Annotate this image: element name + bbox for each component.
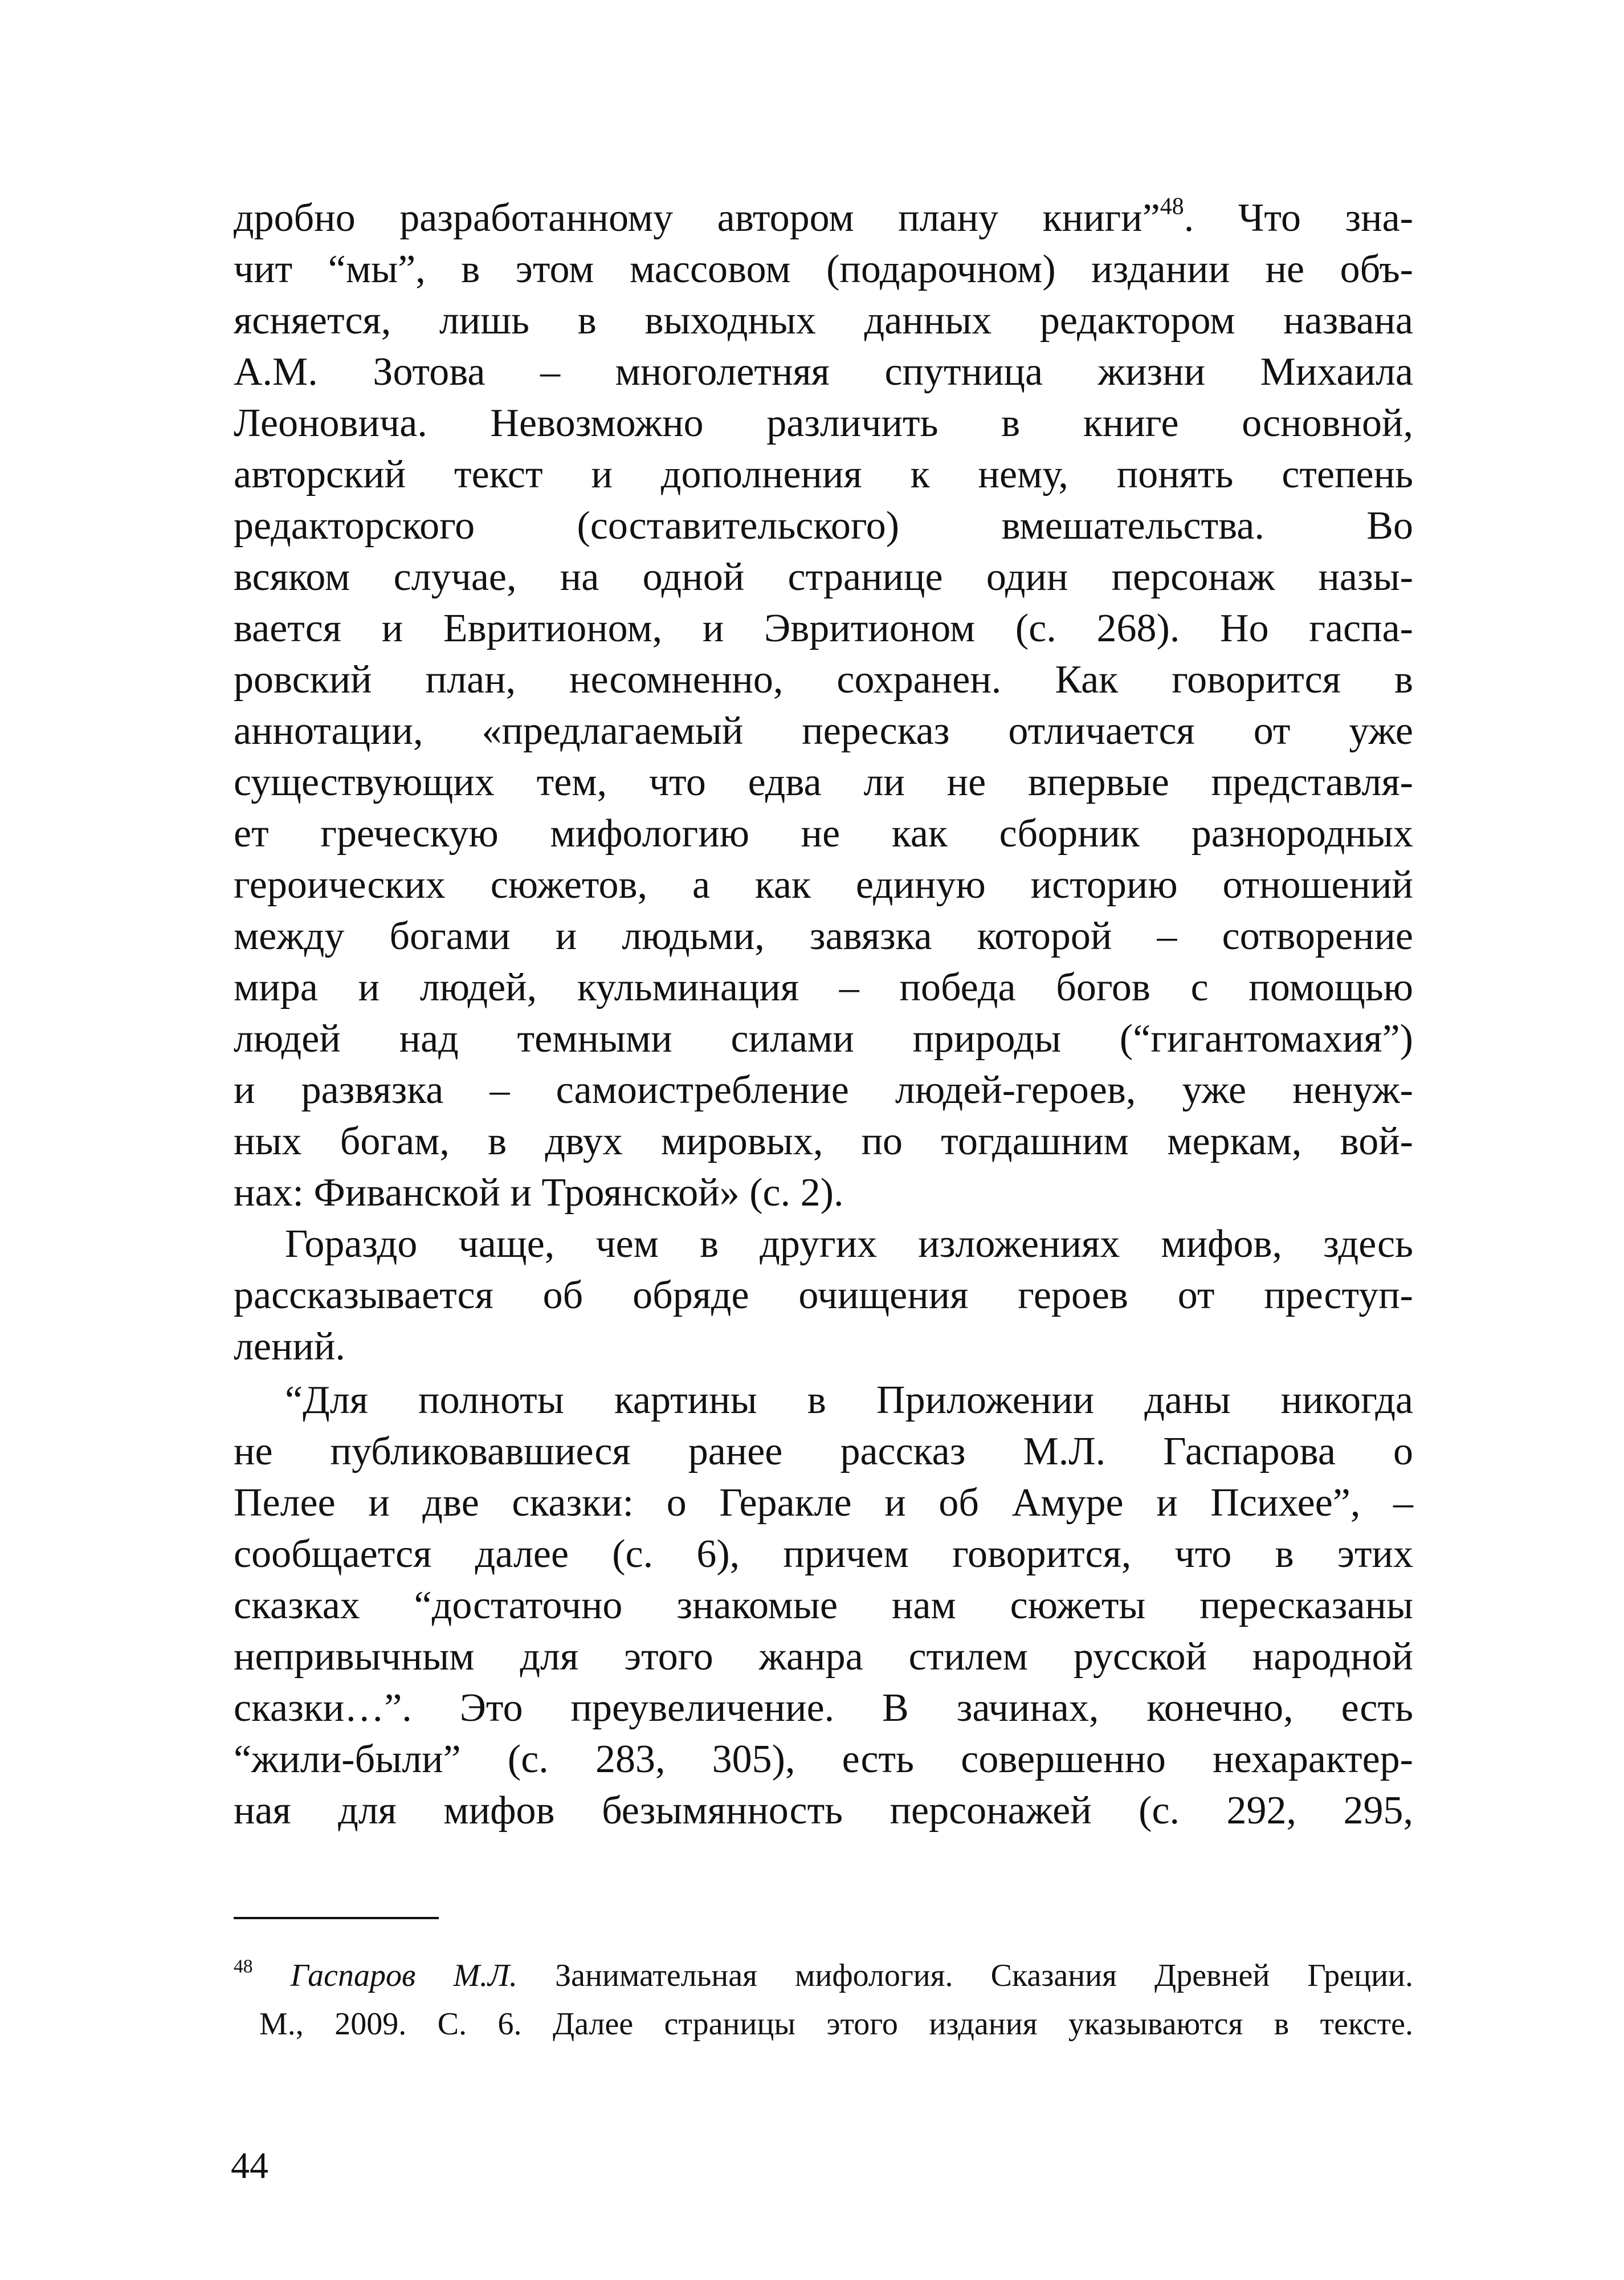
page-number: 44: [231, 2145, 268, 2187]
text-line: нах: Фиванской и Троянской» (с. 2).: [234, 1171, 844, 1215]
text-line: Пелее и две сказки: о Геракле и об Амуре и Психее”, –: [234, 1481, 1413, 1525]
text-line: аннотации, «предлагаемый пересказ отличается от уже: [234, 709, 1413, 753]
text-line-content: . Что зна-: [1184, 196, 1414, 240]
text-line: всяком случае, на одной странице один персонаж назы-: [234, 555, 1413, 599]
text-line: редакторского (составительского) вмешательства. Во: [234, 504, 1413, 548]
text-line: непривычным для этого жанра стилем русской народной: [234, 1635, 1413, 1679]
footnote-divider: [234, 1917, 439, 1919]
footnote-text: Занимательная мифология. Сказания Древней Греции.: [517, 1958, 1414, 1993]
text-line: и развязка – самоистребление людей-героев, уже ненуж-: [234, 1068, 1413, 1112]
text-line: чит “мы”, в этом массовом (подарочном) издании не объ-: [234, 247, 1413, 291]
footnote-number: 48: [234, 1956, 253, 1977]
text-line: между богами и людьми, завязка которой – сотворение: [234, 914, 1413, 958]
text-line: сказках “достаточно знакомые нам сюжеты пересказаны: [234, 1583, 1413, 1627]
footnote-reference: 48: [1160, 193, 1184, 220]
text-line: существующих тем, что едва ли не впервые представля-: [234, 760, 1413, 804]
text-line: вается и Евритионом, и Эвритионом (с. 268). Но гаспа-: [234, 606, 1413, 650]
text-line: не публиковавшиеся ранее рассказ М.Л. Гаспарова о: [234, 1430, 1413, 1473]
text-line: “жили-были” (с. 283, 305), есть совершенно нехарактер-: [234, 1737, 1413, 1781]
text-line: [234, 193, 1413, 244]
text-line: ет греческую мифологию не как сборник разнородных: [234, 812, 1413, 856]
text-line: ная для мифов безымянность персонажей (с. 292, 295,: [234, 1789, 1413, 1833]
text-line: А.М. Зотова – многолетняя спутница жизни Михаила: [234, 350, 1413, 394]
text-line: Гораздо чаще, чем в других изложениях мифов, здесь: [285, 1222, 1413, 1266]
text-line: “Для полноты картины в Приложении даны никогда: [285, 1378, 1413, 1422]
text-line: ровский план, несомненно, сохранен. Как говорится в: [234, 658, 1413, 702]
footnote-line: М., 2009. С. 6. Далее страницы этого издания указываются в тексте.: [259, 2006, 1413, 2042]
text-line-content: дробно разработанному автором плану книги”: [234, 196, 1160, 240]
text-line: сказки…”. Это преувеличение. В зачинах, конечно, есть: [234, 1686, 1413, 1730]
text-line: людей над темными силами природы (“гигантомахия”): [234, 1017, 1413, 1061]
text-line: ясняется, лишь в выходных данных редактором названа: [234, 299, 1413, 343]
text-line: рассказывается об обряде очищения героев от преступ-: [234, 1273, 1413, 1317]
text-line: лений.: [234, 1325, 345, 1369]
text-line: сообщается далее (с. 6), причем говорится, что в этих: [234, 1532, 1413, 1576]
text-line: Леоновича. Невозможно различить в книге основной,: [234, 401, 1413, 445]
footnote-line: [234, 1955, 1413, 1996]
text-line: ных богам, в двух мировых, по тогдашним меркам, вой-: [234, 1119, 1413, 1163]
text-line: героических сюжетов, а как единую историю отношений: [234, 863, 1413, 907]
text-line: мира и людей, кульминация – победа богов с помощью: [234, 966, 1413, 1009]
footnote-author: Гаспаров М.Л.: [290, 1958, 518, 1993]
text-line: авторский текст и дополнения к нему, понять степень: [234, 453, 1413, 496]
